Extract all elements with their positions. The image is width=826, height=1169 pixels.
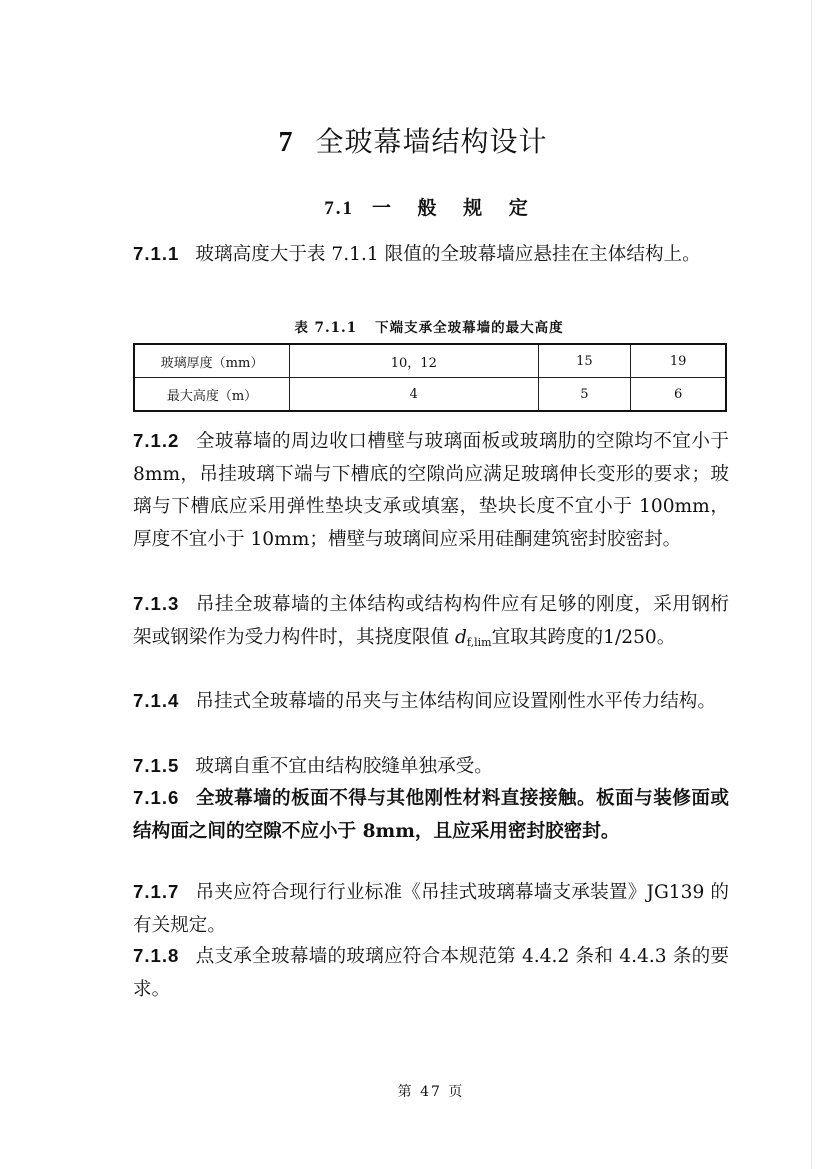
- clause-7-1-7: [133, 876, 729, 942]
- clause-7-1-6: [133, 782, 729, 848]
- table-cell: 4: [290, 378, 539, 412]
- clause-number: 7.1.5: [133, 755, 180, 776]
- section-title: [0, 193, 826, 220]
- table-cell: 6: [631, 378, 726, 412]
- page-edge: [811, 0, 812, 1169]
- section-name: 一 般 规 定: [371, 197, 538, 219]
- table-caption-title: 下端支承全玻幕墙的最大高度: [375, 320, 564, 336]
- table-cell: 15: [538, 344, 631, 378]
- table-caption: [0, 316, 826, 336]
- clause-number: 7.1.1: [133, 243, 180, 264]
- table-row: [134, 344, 726, 378]
- table-cell: 10，12: [290, 344, 539, 378]
- clause-text: 吊挂式全玻幕墙的吊夹与主体结构间应设置刚性水平传力结构。: [195, 691, 716, 712]
- clause-text: 玻璃高度大于表 7.1.1 限值的全玻幕墙应悬挂在主体结构上。: [195, 244, 701, 265]
- section-number: 7.1: [324, 198, 354, 219]
- table-cell: 19: [631, 344, 726, 378]
- clause-text: 点支承全玻幕墙的玻璃应符合本规范第 4.4.2 条和 4.4.3 条的要求。: [133, 946, 729, 1000]
- clause-number: 7.1.8: [133, 945, 180, 966]
- clause-7-1-2: [133, 425, 729, 556]
- chapter-number: 7: [278, 127, 294, 158]
- clause-7-1-5: [133, 750, 729, 784]
- clause-text: 吊挂全玻幕墙的主体结构或结构构件应有足够的刚度，采用钢桁架或钢梁作为受力构件时，其挠度限值: [133, 594, 729, 648]
- table-row-header: 玻璃厚度（mm）: [134, 344, 290, 378]
- clause-7-1-1: [133, 238, 729, 272]
- clause-number: 7.1.3: [133, 593, 180, 614]
- deflection-subscript: f,lim: [466, 635, 492, 649]
- table-caption-number: 表 7.1.1: [294, 320, 358, 336]
- chapter-name: 全玻幕墙结构设计: [315, 125, 548, 158]
- clause-text: 玻璃自重不宜由结构胶缝单独承受。: [195, 756, 493, 777]
- clause-7-1-8: [133, 940, 729, 1006]
- table-row: [134, 378, 726, 412]
- table-cell: 5: [538, 378, 631, 412]
- max-height-table: [133, 343, 727, 412]
- clause-number: 7.1.2: [133, 430, 180, 451]
- clause-text: 全玻幕墙的板面不得与其他刚性材料直接接触。板面与装修面或结构面之间的空隙不应小于 8mm，且应采用密封胶密封。: [133, 788, 729, 842]
- clause-text-after: 宜取其跨度的1/250。: [491, 626, 676, 648]
- clause-number: 7.1.4: [133, 690, 180, 711]
- clause-text: 全玻幕墙的周边收口槽壁与玻璃面板或玻璃肋的空隙均不宜小于 8mm，吊挂玻璃下端与下槽底的空隙尚应满足玻璃伸长变形的要求；玻璃与下槽底应采用弹性垫块支承或填塞，垫块长度不宜小于 100mm，厚度不宜小于 10mm；槽壁与玻璃间应采用硅酮建筑密封胶密封。: [133, 431, 729, 550]
- table-row-header: 最大高度（m）: [134, 378, 290, 412]
- clause-text: 吊夹应符合现行行业标准《吊挂式玻璃幕墙支承装置》JG139 的有关规定。: [133, 882, 729, 936]
- clause-number: 7.1.7: [133, 881, 180, 902]
- clause-number: 7.1.6: [133, 787, 180, 808]
- deflection-symbol: d: [455, 626, 467, 648]
- clause-7-1-4: [133, 685, 729, 719]
- clause-7-1-3: [133, 588, 729, 659]
- page-number: 第 47 页: [397, 1084, 465, 1100]
- chapter-title: [0, 120, 826, 160]
